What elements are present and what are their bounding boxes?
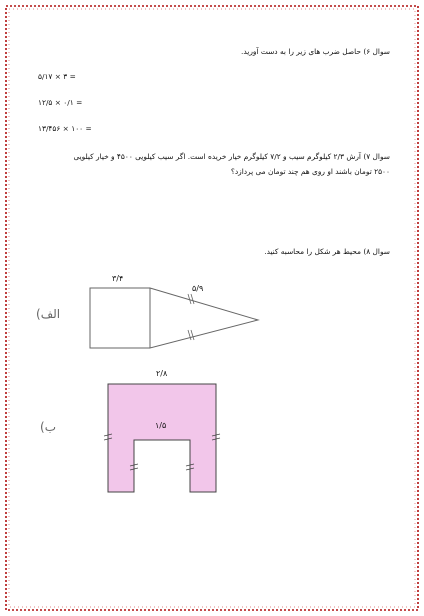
question-7-line-2: ۲۵۰۰ تومان باشند او روی هم چند تومان می پردازد؟ <box>230 167 390 176</box>
figure-a-slant-label: ۵/۹ <box>192 284 204 293</box>
figure-b-top-label: ۲/۸ <box>156 369 168 378</box>
figure-a-label: (الف <box>36 307 61 321</box>
question-8-title: سوال ۸) محیط هر شکل را محاسبه کنید. <box>264 247 390 256</box>
q6-item-2: ۱۲/۵ × ۰/۱ = <box>38 98 83 107</box>
figure-b-inner-label: ۱/۵ <box>155 421 167 430</box>
figure-a-top-label: ۳/۴ <box>112 274 124 283</box>
q6-item-1: ۵/۱۷ × ۳ = <box>38 72 76 81</box>
figure-b-label: (ب <box>40 420 56 434</box>
q6-item-3: ۱۳/۴۵۶ × ۱۰۰ = <box>38 124 92 133</box>
question-7-line-1: سوال ۷) آرش ۲/۳ کیلوگرم سیب و ۷/۲ کیلوگرم خیار خریده است. اگر سیب کیلویی ۴۵۰۰ و خیار کیلویی <box>73 152 390 161</box>
question-6-title: سوال ۶) حاصل ضرب های زیر را به دست آورید. <box>241 47 390 56</box>
